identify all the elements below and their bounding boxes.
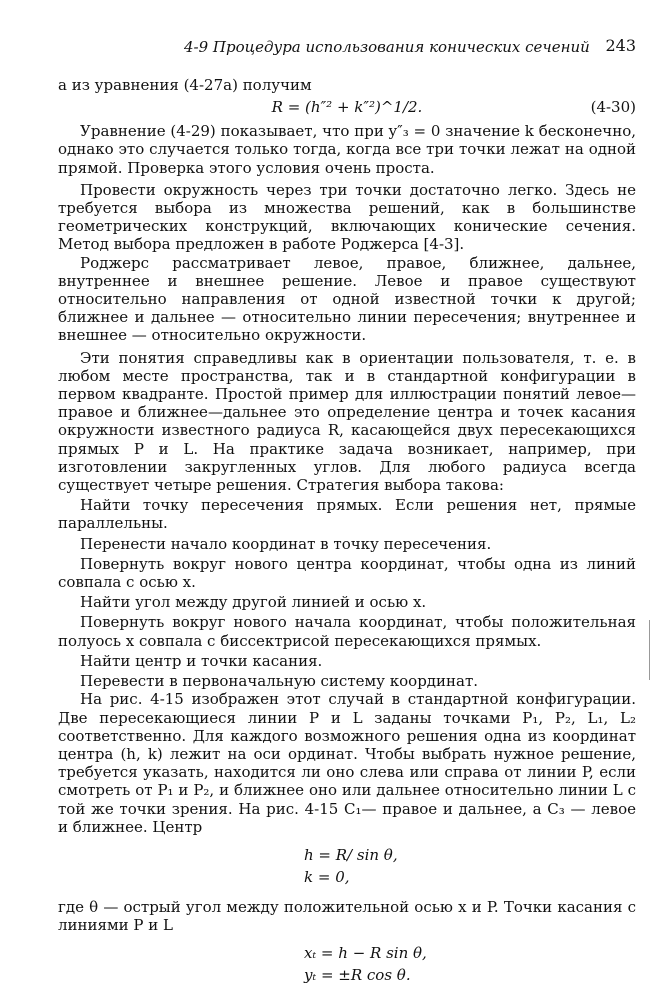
paragraph: Роджерс рассматривает левое, правое, ближнее, дальнее, внутреннее и внешнее решение. Левое и правое существуют относительно направления от одной известной точки к другой; ближнее и дальнее — относительно линии пересечения; внутреннее и внешнее — относительно окружности. [58, 253, 636, 345]
equation-number: (4-30) [590, 98, 636, 117]
strategy-step: Найти точку пересечения прямых. Если решения нет, прямые параллельны. [58, 496, 636, 533]
margin-bar [649, 620, 650, 680]
strategy-step: Повернуть вокруг нового начала координат, чтобы положительная полуось x совпала с биссектрисой пересекающихся прямых. [58, 613, 636, 650]
paragraph: Эти понятия справедливы как в ориентации пользователя, т. е. в любом месте пространства, так и в стандартной конфигурации в первом квадранте. Простой пример для иллюстрации понятий левое—правое и ближнее—дальнее это определение центра и точек касания окружности известного радиуса R, касающейся двух пересекающихся прямых P и L. На практике задача возникает, например, при изготовлении закругленных углов. Для любого радиуса всегда существует четыре решения. Стратегия выбора такова: [58, 348, 636, 495]
equation-center [58, 844, 636, 888]
strategy-step: Перевести в первоначальную систему координат. [80, 672, 479, 691]
paragraph: На рис. 4-15 изображен этот случай в стандартной конфигурации. Две пересекающиеся линии P и L заданы точками P₁, P₂, L₁, L₂ соответственно. Для каждого возможного решения одна из координат центра (h, k) лежит на оси ординат. Чтобы выбрать нужное решение, требуется указать, находится ли оно слева или справа от линии P, если смотреть от P₁ и P₂, и ближнее оно или дальнее относительно линии L с той же точки зрения. На рис. 4-15 C₁— правое и дальнее, а C₃ — левое и ближнее. Центр [58, 690, 636, 836]
strategy-step: Найти центр и точки касания. [80, 651, 323, 670]
paragraph: Провести окружность через три точки достаточно легко. Здесь не требуется выбора из множества решений, как в большинстве геометрических конструкций, включающих конические сечения. Метод выбора предложен в работе Роджерса [4-3]. [58, 180, 636, 254]
equation-row: h = R/ sin θ, [304, 845, 398, 864]
equation-row: xₜ = h − R sin θ, [304, 944, 427, 963]
equation-tangent [58, 942, 636, 986]
equation-row: k = 0, [304, 867, 350, 886]
equation-4-30 [58, 96, 636, 118]
equation-row: yₜ = ±R cos θ. [304, 966, 411, 985]
intro-line: а из уравнения (4-27а) получим [58, 76, 312, 94]
running-title: 4-9 Процедура использования конических сечений [184, 38, 590, 56]
strategy-step: Найти угол между другой линией и осью x. [80, 593, 427, 612]
page-number: 243 [605, 36, 636, 55]
paragraph: где θ — острый угол между положительной осью x и P. Точки касания с линиями P и L [58, 897, 636, 935]
strategy-step: Перенести начало координат в точку пересечения. [80, 534, 492, 553]
paragraph: Уравнение (4-29) показывает, что при y″₃ = 0 значение k бесконечно, однако это случается только тогда, когда все три точки лежат на одной прямой. Проверка этого условия очень проста. [58, 122, 636, 177]
page-header [58, 36, 636, 62]
page-body [58, 76, 636, 996]
equation-expr: R = (h″² + k″²)^1/2. [271, 98, 423, 117]
strategy-step: Повернуть вокруг нового центра координат, чтобы одна из линий совпала с осью x. [58, 554, 636, 592]
